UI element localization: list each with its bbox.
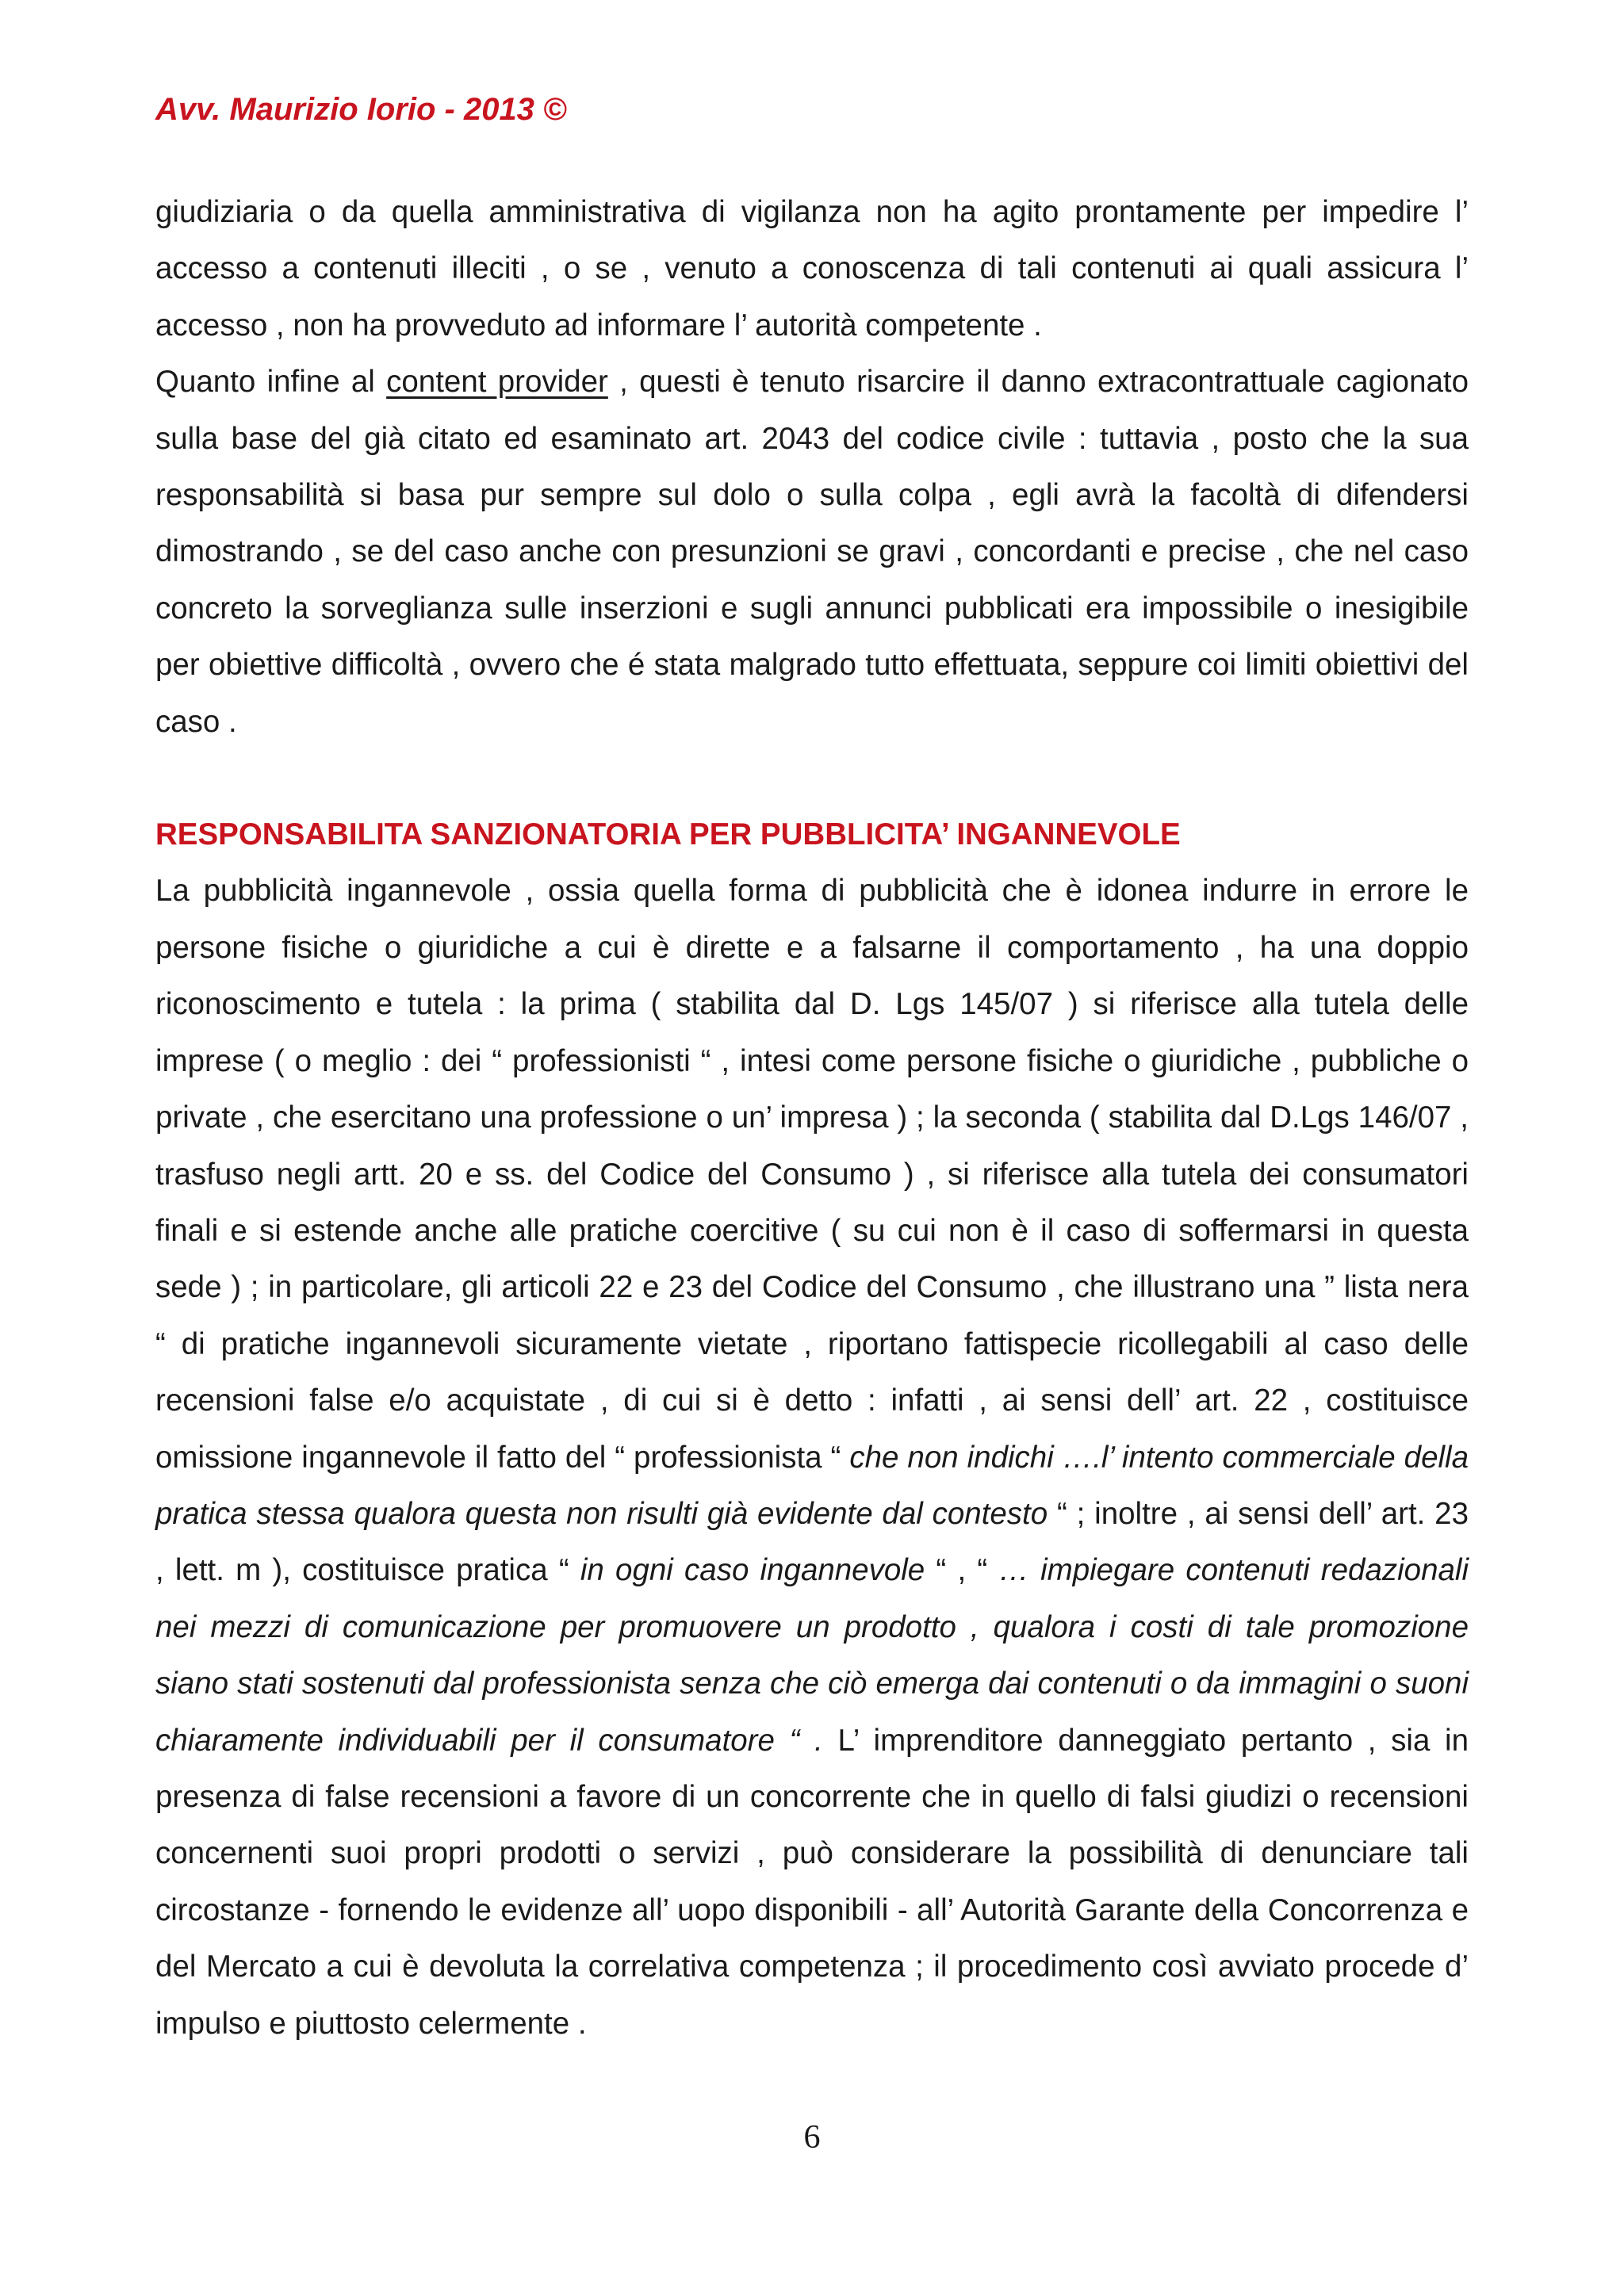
section-heading: RESPONSABILITA SANZIONATORIA PER PUBBLICITA’ INGANNEVOLE	[155, 817, 1181, 852]
paragraph	[155, 354, 1469, 750]
page-number: 6	[803, 2119, 821, 2156]
paragraph-text: La pubblicità ingannevole , ossia quella forma di pubblicità che è idonea indurre in errore le persone fisiche o giuridiche a cui è dirette e a falsarne il comportamento , ha una doppio riconoscimento e tutela : la prima ( stabilita dal D. Lgs 145/07 ) si riferisce alla tutela delle imprese ( o meglio : dei “ professionisti “ , intesi come persone fisiche o giuridiche , pubbliche o private , che esercitano una professione o un’ impresa ) ; la seconda ( stabilita dal D.Lgs 146/07 , trasfuso negli artt. 20 e ss. del Codice del Consumo ) , si riferisce alla tutela dei consumatori finali e si estende anche alle pratiche coercitive ( su cui non è il caso di soffermarsi in questa sede ) ; in particolare, gli articoli 22 e 23 del Codice del Consumo , che illustrano una ” lista nera “ di pratiche ingannevoli sicuramente vietate , riportano fattispecie ricollegabili al caso delle recensioni false e/o acquistate , di cui si è detto : infatti , ai sensi dell’ art. 22 , costituisce omissione ingannevole il fatto del “ professionista “	[155, 874, 1469, 1475]
spacer	[155, 750, 1469, 806]
paragraph-text: “ ; inoltre , ai sensi dell’ art. 23 , lett. m ), costituisce pratica “	[155, 1496, 1469, 1588]
italic-quote: … impiegare contenuti redazionali nei mezzi di comunicazione per promuovere un prodotto , qualora i costi di tale promozione siano stati sostenuti dal professionista senza che ciò emerga dai contenuti o da immagini o suoni chiaramente individuabili per il consumatore “ .	[155, 1553, 1469, 1758]
paragraph-text: , questi è tenuto risarcire il danno extracontrattuale cagionato sulla base del già citato ed esaminato art. 2043 del codice civile : tuttavia , posto che la sua responsabilità si basa pur sempre sul dolo o sulla colpa , egli avrà la facoltà di difendersi dimostrando , se del caso anche con presunzioni se gravi , concordanti e precise , che nel caso concreto la sorveglianza sulle inserzioni e sugli annunci pubblicati era impossibile o inesigibile per obiettive difficoltà , ovvero che é stata malgrado tutto effettuata, seppure coi limiti obiettivi del caso .	[155, 365, 1469, 739]
italic-quote: che non indichi ….l’ intento commerciale della pratica stessa qualora questa non risulti già evidente dal contesto	[155, 1440, 1469, 1531]
paragraph-text: L’ imprenditore danneggiato pertanto , sia in presenza di false recensioni a favore di un concorrente che in quello di falsi giudizi o recensioni concernenti suoi propri prodotti o servizi , può considerare la possibilità di denunciare tali circostanze - fornendo le evidenze all’ uopo disponibili - all’ Autorità Garante della Concorrenza e del Mercato a cui è devoluta la correlativa competenza ; il procedimento così avviato procede d’ impulso e piuttosto celermente .	[155, 1723, 1469, 2041]
paragraph-text: “ , “	[925, 1553, 999, 1588]
paragraph-text: giudiziaria o da quella amministrativa di vigilanza non ha agito prontamente per impedire l’ accesso a contenuti illeciti , o se , venuto a conoscenza di tali contenuti ai quali assicura l’ accesso , non ha provveduto ad informare l’ autorità competente .	[155, 195, 1469, 342]
paragraph	[155, 184, 1469, 354]
document-body	[155, 184, 1469, 2052]
underlined-term: content provider	[386, 365, 608, 400]
italic-quote: in ogni caso ingannevole	[580, 1553, 925, 1588]
page-header: Avv. Maurizio Iorio - 2013 ©	[155, 92, 567, 127]
paragraph	[155, 863, 1469, 2052]
paragraph-text: Quanto infine al	[155, 365, 387, 400]
